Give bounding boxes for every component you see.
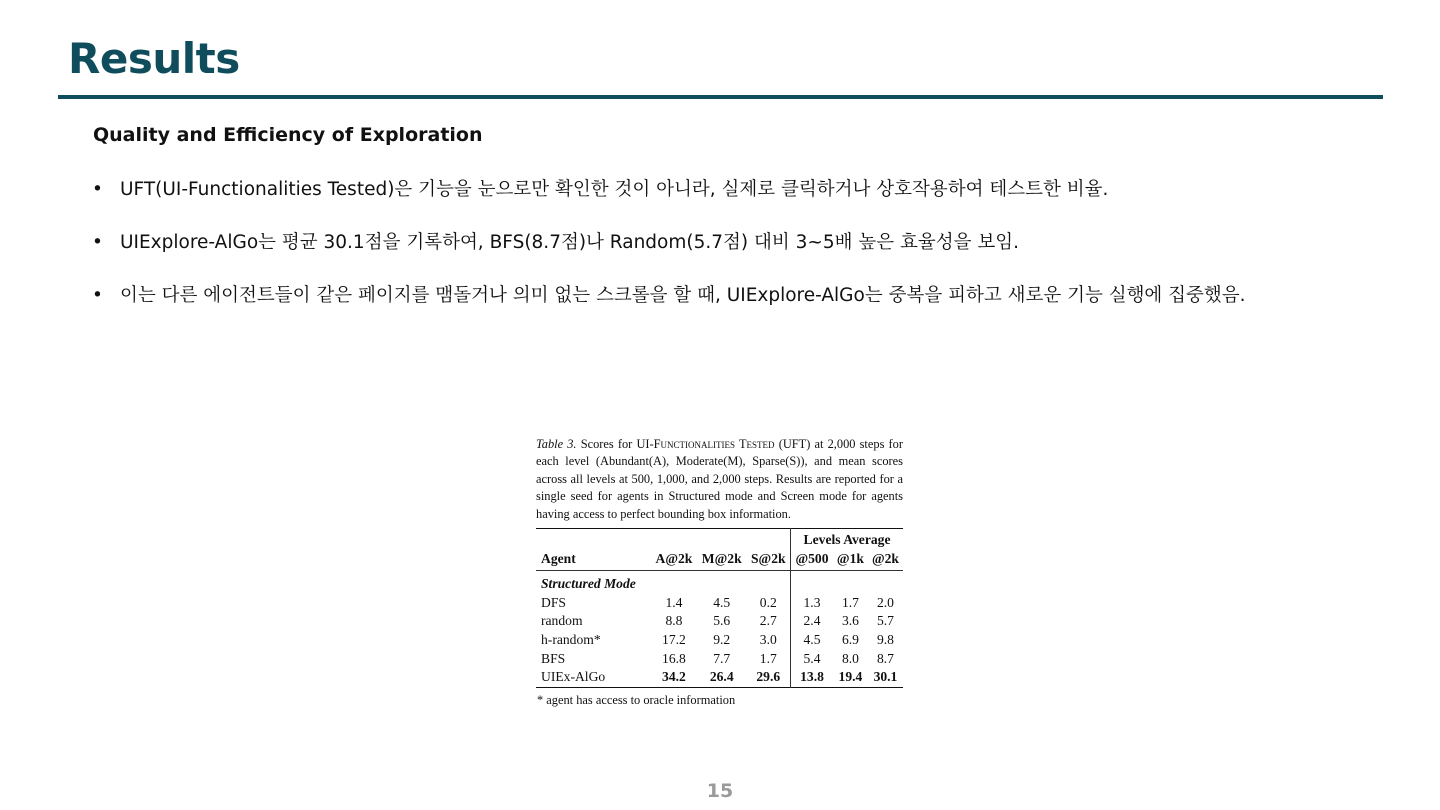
bullet-marker: • <box>92 285 103 306</box>
table-cell: 3.6 <box>841 613 859 629</box>
bullet-item <box>92 278 1342 313</box>
table-cell: 3.0 <box>759 632 777 647</box>
table-row-best <box>536 668 903 687</box>
table-header-row <box>536 529 903 550</box>
table-cell: 26.4 <box>709 669 734 685</box>
table-cell: 1.3 <box>791 594 833 613</box>
agent-name: DFS <box>541 594 566 610</box>
table-row <box>536 650 903 669</box>
empty-header-cell <box>536 529 651 550</box>
slide-title: Results <box>68 34 240 83</box>
bullet-text: 이는 다른 에이전트들이 같은 페이지를 맴돌거나 의미 없는 스크롤을 할 때, UIExplore-AlGo는 중복을 피하고 새로운 기능 실행에 집중했음. <box>120 285 1246 306</box>
bullet-marker: • <box>92 232 103 253</box>
bullet-text: UIExplore-AlGo는 평균 30.1점을 기록하여, BFS(8.7점)나 Random(5.7점) 대비 3~5배 높은 효율성을 보임. <box>120 232 1020 253</box>
caption-post: (UFT) at 2,000 steps for each level (Abundant(A), Moderate(M), Sparse(S)), and mean scores across all levels at 500, 1,000, and 2,000 steps. Results are reported for a single seed for agents in Structured mode and Screen mode for agents having access to perfect bounding box information. <box>536 437 903 521</box>
caption-pre: Scores for <box>580 437 633 451</box>
column-header: @2k <box>868 550 903 571</box>
table-cell: 34.2 <box>662 669 686 685</box>
title-underline <box>58 95 1383 99</box>
table-cell: 4.5 <box>713 594 731 610</box>
bullet-marker: • <box>92 179 103 200</box>
table-cell: 17.2 <box>662 632 686 647</box>
column-header: @1k <box>833 550 868 571</box>
agent-name: h-random* <box>541 632 601 647</box>
table-cell: 19.4 <box>838 669 863 685</box>
agent-name: random <box>541 613 583 629</box>
page-number: 15 <box>706 780 734 802</box>
table-cell: 13.8 <box>791 668 833 687</box>
column-header: Agent <box>536 550 651 571</box>
bullet-text: UFT(UI-Functionalities Tested)은 기능을 눈으로만 확인한 것이 아니라, 실제로 클릭하거나 상호작용하여 테스트한 비율. <box>120 179 1109 200</box>
empty-header-cell <box>746 529 790 550</box>
table-cell: 2.7 <box>759 613 777 629</box>
table-cell: 6.9 <box>841 632 859 647</box>
table-cell: 8.8 <box>665 613 683 629</box>
column-header: S@2k <box>746 550 790 571</box>
table-cell: 1.7 <box>841 594 859 610</box>
empty-header-cell <box>651 529 697 550</box>
scores-table <box>536 528 903 688</box>
levels-average-header: Levels Average <box>791 529 903 550</box>
table-caption <box>536 436 903 523</box>
table-cell <box>746 571 790 594</box>
table-cell: 29.6 <box>756 669 781 685</box>
section-subheading: Quality and Efficiency of Exploration <box>93 124 483 146</box>
table-cell <box>868 571 903 594</box>
table-cell: 2.0 <box>876 594 894 610</box>
table-figure <box>536 436 903 708</box>
table-cell: 8.0 <box>841 650 859 666</box>
agent-name: UIEx-AlGo <box>541 669 606 685</box>
empty-header-cell <box>697 529 746 550</box>
caption-label: Table 3. <box>536 437 577 451</box>
table-cell: 2.4 <box>791 612 833 631</box>
table-cell <box>651 571 697 594</box>
table-cell: 5.4 <box>791 650 833 669</box>
table-header-row <box>536 550 903 571</box>
table-row <box>536 631 903 650</box>
table-section-row <box>536 571 903 594</box>
table-cell <box>791 571 833 594</box>
table-row <box>536 594 903 613</box>
caption-name: UI-Functionalities Tested <box>636 437 775 451</box>
column-header: M@2k <box>697 550 746 571</box>
table-cell: 16.8 <box>662 650 686 666</box>
table-cell: 1.4 <box>665 594 683 610</box>
table-cell: 30.1 <box>873 669 898 685</box>
section-label: Structured Mode <box>541 576 636 592</box>
table-cell: 5.7 <box>876 613 894 629</box>
bullet-list <box>92 172 1342 331</box>
bullet-item <box>92 172 1342 207</box>
table-cell: 5.6 <box>713 613 731 629</box>
table-cell: 8.7 <box>876 650 894 666</box>
agent-name: BFS <box>541 650 566 666</box>
table-row <box>536 612 903 631</box>
column-header: A@2k <box>651 550 697 571</box>
table-cell: 0.2 <box>759 594 777 610</box>
table-cell: 1.7 <box>759 650 777 666</box>
bullet-item <box>92 225 1342 260</box>
table-cell: 9.2 <box>713 632 731 647</box>
table-footnote: * agent has access to oracle information <box>537 692 736 707</box>
table-cell: 9.8 <box>876 632 894 647</box>
table-cell <box>833 571 868 594</box>
column-header: @500 <box>791 550 833 571</box>
table-cell <box>697 571 746 594</box>
table-cell: 7.7 <box>713 650 731 666</box>
table-cell: 4.5 <box>791 631 833 650</box>
